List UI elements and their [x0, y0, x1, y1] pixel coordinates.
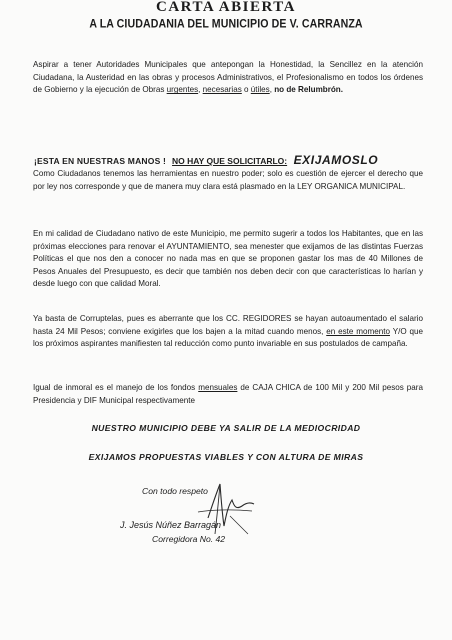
- underlined-en-este-momento: en este momento: [326, 326, 390, 336]
- slogan-part-2: NO HAY QUE SOLICITARLO:: [172, 156, 288, 166]
- separator-2: o: [241, 85, 251, 95]
- closing-line-2: EXIJAMOS PROPUESTAS VIABLES Y CON ALTURA DE MIRAS: [88, 452, 364, 462]
- slogan-part-3: EXIJAMOSLO: [293, 153, 379, 167]
- letter-title: CARTA ABIERTA: [156, 0, 296, 12]
- letter-subtitle: A LA CIUDADANIA DEL MUNICIPIO DE V. CARRANZA: [89, 17, 363, 31]
- closing-line-1: NUESTRO MUNICIPIO DEBE YA SALIR DE LA MEDIOCRIDAD: [91, 423, 361, 433]
- underlined-urgentes: urgentes: [166, 85, 199, 95]
- signoff-address: Corregidora No. 42: [152, 534, 226, 544]
- paragraph-3: En mi calidad de Ciudadano nativo de este Municipio, me permito sugerir a todos los Habitantes, que en las próximas elecciones para renovar el AYUNTAMIENTO, sea menester que exijamos de las distintas Fuerzas Políticas el que nos den a conocer no nada mas en que se proponen gastar los mas de 40 Millones de Pesos Anuales del Presupuesto, es decir que también nos deben decir con que características lo harían y desde luego con que calidad Moral.: [33, 229, 423, 289]
- paragraph-2: Como Ciudadanos tenemos las herramientas en nuestro poder; solo es cuestión de ejercer el derecho que por ley nos corresponde y que de manera muy clara está plasmado en la LEY ORGANICA MUNICIPAL.: [33, 169, 423, 191]
- paragraph-4-text-a: Ya basta de Corruptelas, pues es aberrante que los CC. REGIDORES se hayan autoaumentado el salario hasta 24 Mil Pesos; conviene exigirles que los bajen a la mitad cuando menos,: [33, 314, 423, 336]
- underlined-necesarias: necesarias: [202, 85, 242, 95]
- separator-1: ,: [198, 85, 203, 95]
- paragraph-1-text: Aspirar a tener Autoridades Municipales que antepongan la Honestidad, la Sencillez en la atención Ciudadana, la Austeridad en las obras y procesos Administrativos, el Profesionalismo en todos los órdenes de Gobierno y la ejecución de Obras: [33, 60, 423, 95]
- paragraph-5-text-b: de CAJA CHICA de 100 Mil y 200 Mil pesos para Presidencia y DIF Municipal respectivamente: [33, 383, 424, 405]
- slogan-part-1: ¡ESTA EN NUESTRAS MANOS !: [34, 156, 167, 166]
- underlined-mensuales: mensuales: [198, 383, 238, 392]
- paragraph-5: [33, 382, 423, 407]
- paragraph-1: [33, 59, 423, 97]
- slogan-line: [34, 151, 434, 169]
- signoff-regards: Con todo respeto: [142, 486, 208, 496]
- underlined-utiles: útiles: [250, 85, 270, 95]
- bold-relumbron: no de Relumbrón.: [274, 85, 343, 95]
- paragraph-4-text-b: Y/O que los próximos aspirantes manifiesten tal reducción como punto invariable en sus postulados de campaña.: [33, 326, 423, 349]
- paragraph-4: [33, 313, 423, 351]
- signoff-name: J. Jesús Núñez Barragán: [120, 520, 222, 530]
- separator-3: ,: [269, 85, 275, 95]
- paragraph-5-text-a: Igual de inmoral es el manejo de los fondos: [33, 383, 199, 392]
